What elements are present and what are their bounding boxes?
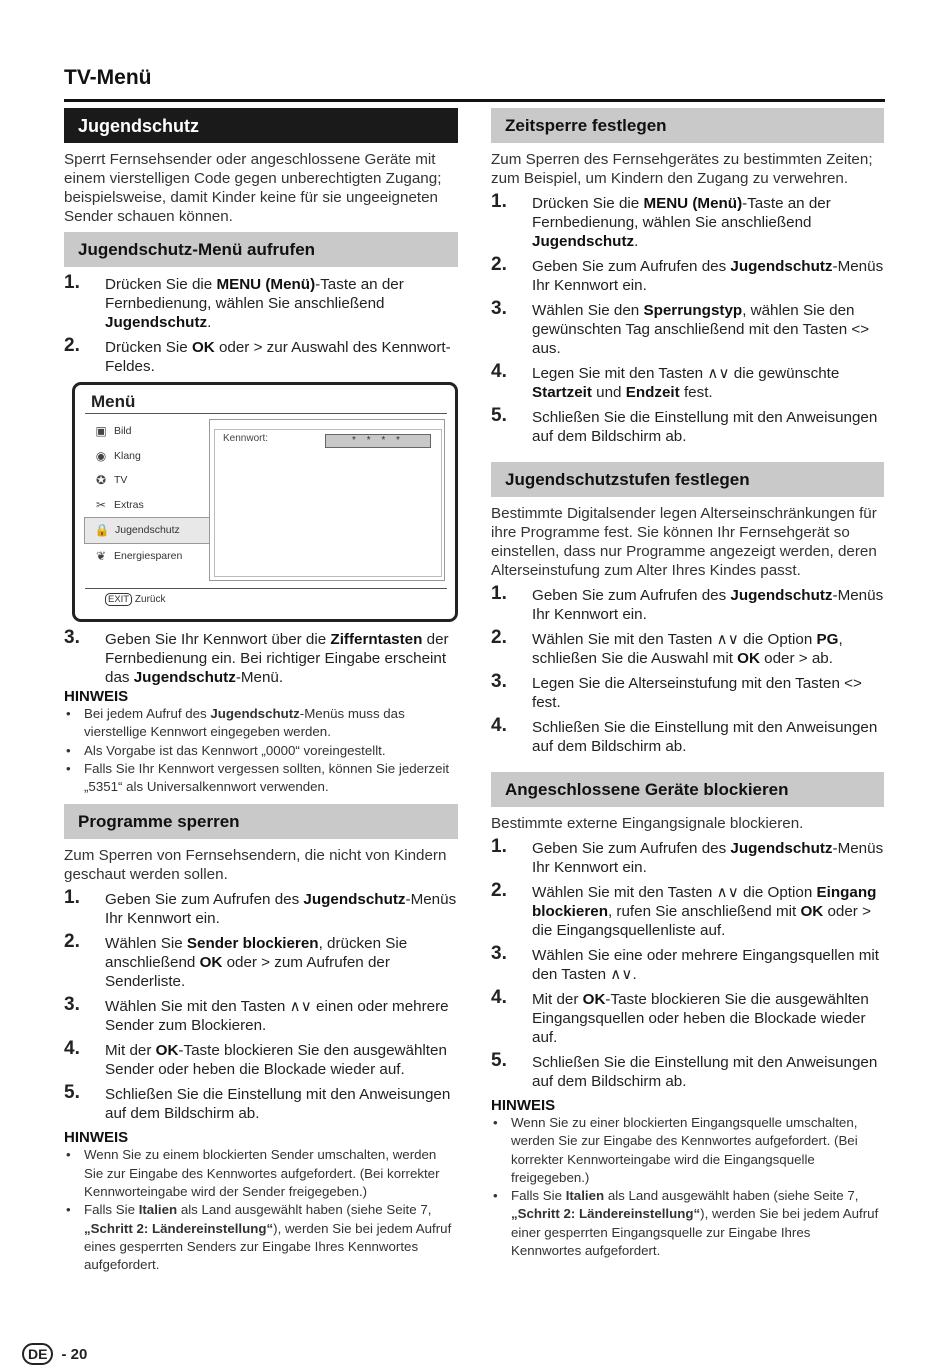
exit-key: EXIT	[105, 593, 132, 606]
left-column	[64, 108, 458, 1275]
note: • Falls Sie Ihr Kennwort vergessen sollten, können Sie jederzeit „5351“ als Universalkennwort verwenden.	[64, 760, 458, 797]
note: • Bei jedem Aufruf des Jugendschutz-Menüs muss das vierstellige Kennwort eingegeben werden.	[64, 705, 458, 742]
section-heading-programme: Programme sperren	[64, 804, 458, 839]
step: 3. Wählen Sie mit den Tasten ∧∨ einen oder mehrere Sender zum Blockieren.	[64, 994, 449, 1035]
section-heading-zeitsperre: Zeitsperre festlegen	[491, 108, 884, 143]
note-heading: HINWEIS	[64, 688, 129, 705]
step: 3. Wählen Sie den Sperrungstyp, wählen Sie den gewünschten Tag anschließend mit den Tasten <> aus.	[491, 298, 870, 357]
stufen-steps	[491, 583, 884, 756]
menu-screenshot	[72, 382, 458, 622]
right-column	[491, 108, 884, 1260]
notes-list	[64, 705, 458, 796]
step: 4. Schließen Sie die Einstellung mit den Anweisungen auf dem Bildschirm ab.	[491, 715, 878, 755]
step: 1. Drücken Sie die MENU (Menü)-Taste an der Fernbedienung, wählen Sie anschließend Jugendschutz.	[64, 272, 404, 331]
notes-list	[64, 1146, 458, 1274]
step: 1. Geben Sie zum Aufrufen des Jugendschutz-Menüs Ihr Kennwort ein.	[64, 887, 457, 928]
page-number: - 20	[61, 1345, 88, 1363]
step: 2. Wählen Sie mit den Tasten ∧∨ die Option PG, schließen Sie die Auswahl mit OK oder > ab.	[491, 627, 843, 667]
jugendschutz-intro: Sperrt Fernsehsender oder angeschlossene Geräte mit einem vierstelligen Code gegen unberechtigten Zugang; beispielsweise, damit Kinder keine für sie ungeeigneten Sender schauen können.	[64, 151, 442, 225]
sound-icon: ◉	[95, 448, 107, 463]
step: 3. Wählen Sie eine oder mehrere Eingangsquellen mit den Tasten ∧∨.	[491, 943, 879, 983]
menu-item-jugendschutz[interactable]: 🔒 Jugendschutz	[84, 517, 210, 544]
exit-back-button[interactable]: EXIT Zurück	[105, 594, 165, 605]
section-heading-jugendschutz: Jugendschutz	[64, 108, 458, 143]
menu-item-extras[interactable]: ✂ Extras	[84, 493, 210, 518]
step: 4. Mit der OK-Taste blockieren Sie die ausgewählten Eingangsquellen oder heben die Blockade wieder auf.	[491, 987, 869, 1046]
page-title: TV-Menü	[64, 66, 152, 89]
step: 3. Legen Sie die Alterseinstufung mit den Tasten <> fest.	[491, 671, 862, 711]
note-heading: HINWEIS	[64, 1129, 129, 1147]
language-badge: DE	[22, 1343, 53, 1365]
step: 2. Wählen Sie Sender blockieren, drücken Sie anschließend OK oder > zum Aufrufen der Senderliste.	[64, 931, 408, 991]
step: 3. Geben Sie Ihr Kennwort über die Zifferntasten der Fernbedienung ein. Bei richtiger Eingabe erscheint das Jugendschutz-Menü.	[64, 627, 449, 686]
geraete-steps	[491, 836, 884, 1091]
note-heading: HINWEIS	[491, 1097, 556, 1114]
note: • Falls Sie Italien als Land ausgewählt haben (siehe Seite 7, „Schritt 2: Ländereinstellung“), werden Sie bei jedem Aufruf eines gesperrten Senders zur Eingabe Ihres Kennwortes aufgefordert.	[64, 1201, 458, 1274]
zeitsperre-steps	[491, 191, 884, 446]
step: 5. Schließen Sie die Einstellung mit den Anweisungen auf dem Bildschirm ab.	[64, 1082, 451, 1123]
note: • Wenn Sie zu einem blockierten Sender umschalten, werden Sie zur Eingabe des Kennwortes aufgefordert. (Bei korrekter Kennworteingabe wird der Sender freigegeben.)	[64, 1146, 458, 1201]
section-heading-geraete: Angeschlossene Geräte blockieren	[491, 772, 884, 807]
programme-steps	[64, 887, 458, 1123]
step: 2. Geben Sie zum Aufrufen des Jugendschutz-Menüs Ihr Kennwort ein.	[491, 254, 884, 294]
menu-title: Menü	[91, 392, 136, 411]
extras-icon: ✂	[95, 497, 107, 512]
tv-icon: ✪	[95, 473, 107, 488]
menu-items	[84, 419, 210, 568]
menu-item-tv[interactable]: ✪ TV	[84, 468, 210, 493]
password-field[interactable]: * * * *	[325, 434, 431, 448]
note: • Als Vorgabe ist das Kennwort „0000“ voreingestellt.	[64, 742, 458, 760]
menu-item-klang[interactable]: ◉ Klang	[84, 444, 210, 469]
note: • Wenn Sie zu einer blockierten Eingangsquelle umschalten, werden Sie zur Eingabe des Kennwortes aufgefordert. (Bei korrekter Kennworteingabe wird die Eingangsquelle freigegeben.)	[491, 1114, 884, 1187]
stufen-intro: Bestimmte Digitalsender legen Alterseinschränkungen für ihre Programme fest. Sie können Ihr Fernsehgerät so einstellen, dass nur Programme angezeigt werden, deren Alterseinstufung zum Alter Ihres Kindes passt.	[491, 505, 877, 579]
step: 2. Drücken Sie OK oder > zur Auswahl des Kennwort-Feldes.	[64, 335, 451, 375]
section-heading-stufen: Jugendschutzstufen festlegen	[491, 462, 884, 497]
step: 1. Drücken Sie die MENU (Menü)-Taste an der Fernbedienung, wählen Sie anschließend Jugendschutz.	[491, 191, 831, 250]
step: 5. Schließen Sie die Einstellung mit den Anweisungen auf dem Bildschirm ab.	[491, 1050, 878, 1090]
menu-item-bild[interactable]: ▣ Bild	[84, 419, 210, 444]
menu-item-energiesparen[interactable]: ❦ Energiesparen	[84, 544, 210, 569]
step: 2. Wählen Sie mit den Tasten ∧∨ die Option Eingang blockieren, rufen Sie anschließend mit OK oder > die Eingangsquellenliste auf.	[491, 880, 877, 939]
menu-aufrufen-step3	[64, 627, 458, 687]
step: 1. Geben Sie zum Aufrufen des Jugendschutz-Menüs Ihr Kennwort ein.	[491, 836, 884, 876]
step: 4. Mit der OK-Taste blockieren Sie den ausgewählten Sender oder heben die Blockade wieder auf.	[64, 1038, 447, 1079]
picture-icon: ▣	[95, 424, 107, 439]
lock-icon: 🔒	[94, 523, 110, 538]
step: 5. Schließen Sie die Einstellung mit den Anweisungen auf dem Bildschirm ab.	[491, 405, 878, 445]
step: 1. Geben Sie zum Aufrufen des Jugendschutz-Menüs Ihr Kennwort ein.	[491, 583, 884, 623]
notes-list	[491, 1114, 884, 1260]
page-footer	[22, 1343, 87, 1365]
note: • Falls Sie Italien als Land ausgewählt haben (siehe Seite 7, „Schritt 2: Ländereinstellung“), werden Sie bei jedem Aufruf einer gesperrten Eingangsquelle zur Eingabe Ihres Kennwortes aufgefordert.	[491, 1187, 884, 1260]
leaf-icon: ❦	[95, 548, 107, 563]
menu-aufrufen-steps	[64, 272, 458, 376]
step: 4. Legen Sie mit den Tasten ∧∨ die gewünschte Startzeit und Endzeit fest.	[491, 361, 840, 401]
section-heading-menu-aufrufen: Jugendschutz-Menü aufrufen	[64, 232, 458, 267]
zeitsperre-intro: Zum Sperren des Fernsehgerätes zu bestimmten Zeiten; zum Beispiel, um Kindern den Zugang zu verwehren.	[491, 151, 873, 187]
title-rule	[64, 99, 885, 102]
programme-intro: Zum Sperren von Fernsehsendern, die nicht von Kindern geschaut werden sollen.	[64, 847, 447, 884]
password-label: Kennwort:	[223, 433, 269, 444]
menu-panel	[209, 419, 445, 581]
geraete-intro: Bestimmte externe Eingangsignale blockieren.	[491, 815, 804, 832]
